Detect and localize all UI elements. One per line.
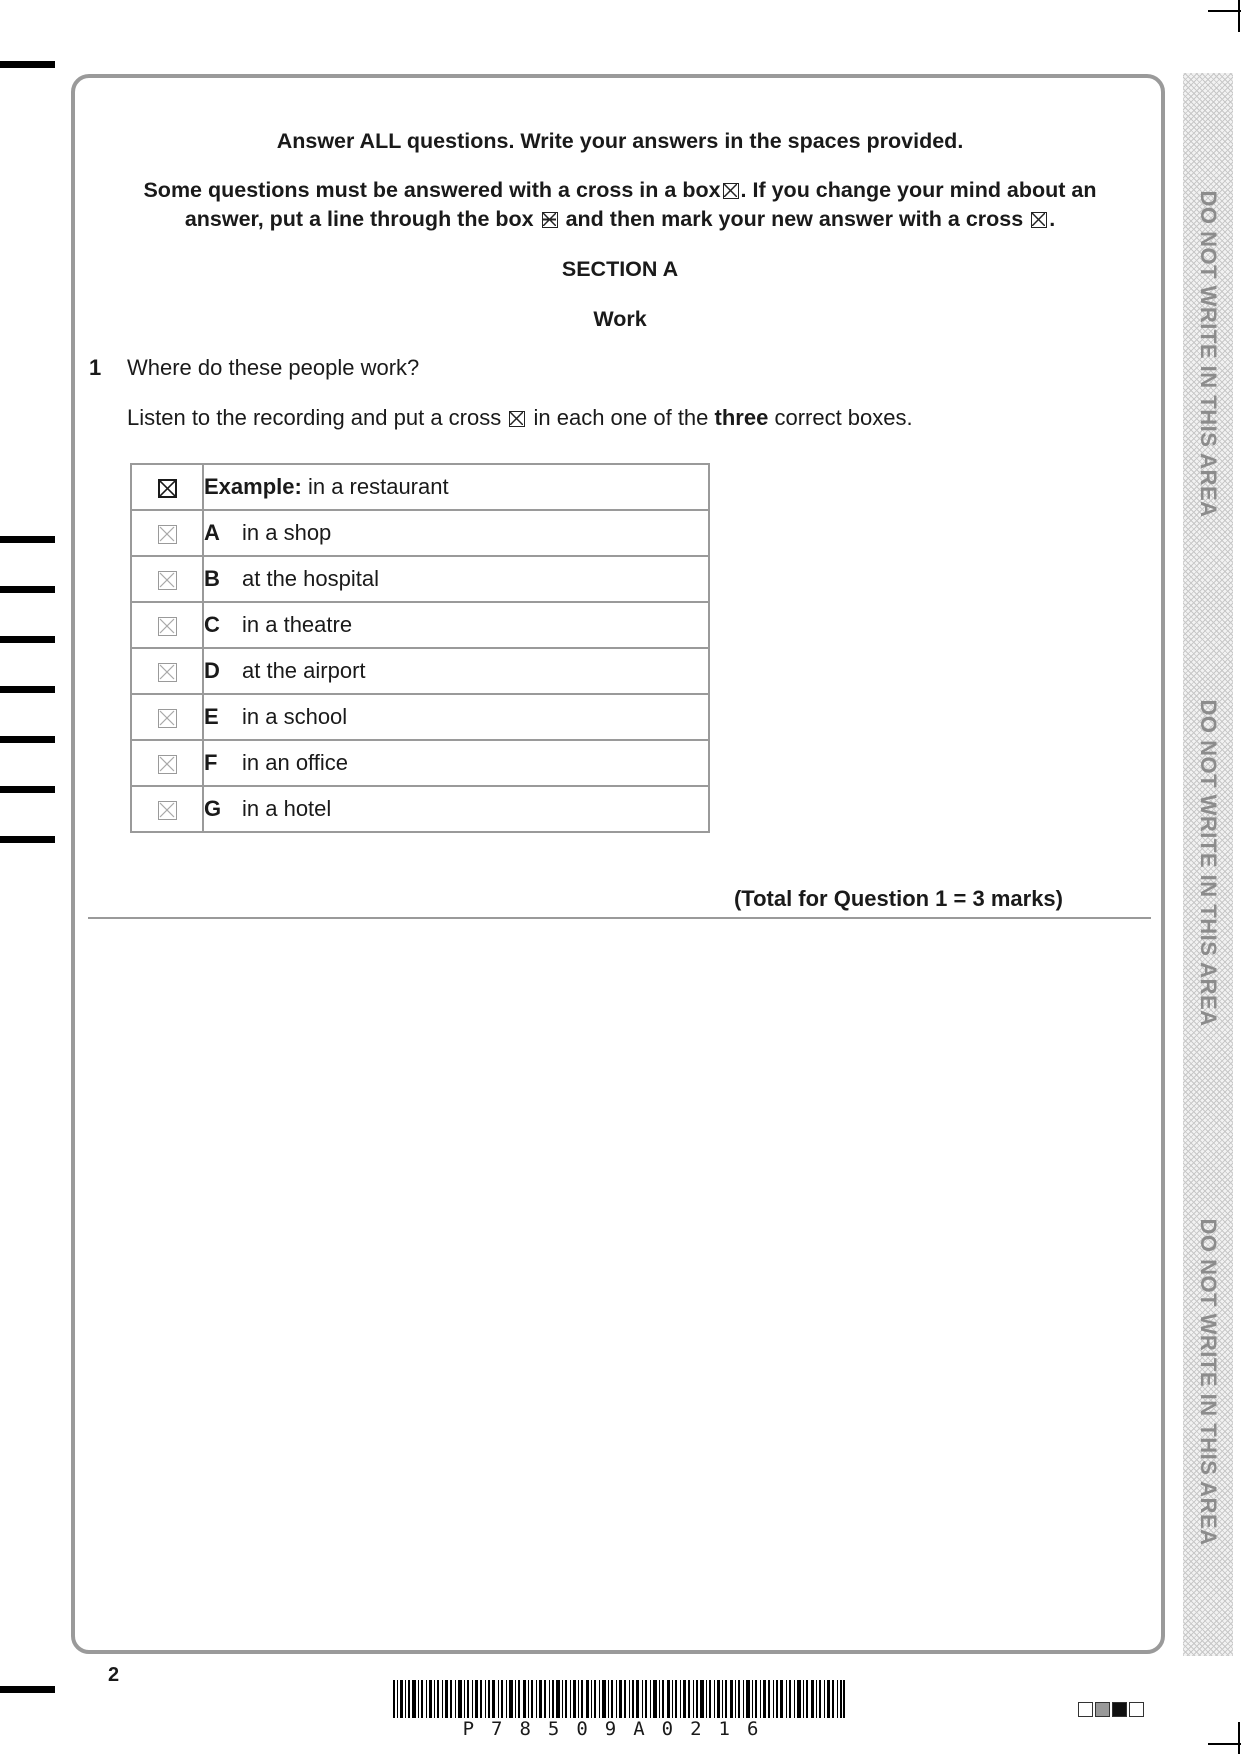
option-text: at the hospital — [242, 566, 379, 591]
option-letter: D — [204, 658, 220, 683]
crop-mark — [1238, 0, 1240, 32]
question-text: Where do these people work? — [127, 355, 420, 380]
example-checked-box — [158, 479, 177, 498]
instructions-line3: answer, put a line through the box and then mark your new answer with a cross . — [184, 207, 1056, 231]
answer-checkbox[interactable] — [158, 663, 177, 682]
option-row-a — [131, 510, 709, 556]
answer-checkbox[interactable] — [158, 755, 177, 774]
margin-notice: DO NOT WRITE IN THIS AREA — [1196, 699, 1221, 1027]
answer-checkbox[interactable] — [158, 571, 177, 590]
answer-checkbox[interactable] — [158, 617, 177, 636]
page-number: 2 — [108, 1664, 120, 1686]
cross-box-icon — [509, 411, 525, 427]
option-letter: B — [204, 566, 220, 591]
example-text: in a restaurant — [307, 474, 449, 499]
margin-notice: DO NOT WRITE IN THIS AREA — [1196, 190, 1221, 518]
section-title: SECTION A — [561, 257, 679, 281]
timing-mark — [0, 586, 55, 593]
option-text: in a hotel — [242, 796, 332, 821]
option-text: in a shop — [242, 520, 332, 545]
cross-box-icon — [1031, 212, 1047, 228]
timing-mark — [0, 61, 55, 68]
section-subtitle: Work — [593, 307, 647, 331]
question-total-marks: (Total for Question 1 = 3 marks) — [733, 886, 1063, 911]
page-indicator-squares — [1078, 1702, 1144, 1717]
timing-mark — [0, 536, 55, 543]
option-text: in an office — [242, 750, 349, 775]
crop-mark — [1238, 1722, 1240, 1754]
indicator-square — [1129, 1702, 1144, 1717]
option-row-d — [131, 648, 709, 694]
indicator-square — [1095, 1702, 1110, 1717]
divider — [88, 917, 1151, 919]
instructions-line2: Some questions must be answered with a cross in a box . If you change your mind about an — [143, 178, 1097, 202]
struck-cross-box-icon — [542, 212, 558, 228]
option-row-c — [131, 602, 709, 648]
margin-notice: DO NOT WRITE IN THIS AREA — [1196, 1218, 1221, 1546]
option-letter: G — [204, 796, 222, 821]
answer-checkbox[interactable] — [158, 709, 177, 728]
answer-checkbox[interactable] — [158, 525, 177, 544]
crop-mark — [1208, 1743, 1241, 1745]
timing-mark — [0, 636, 55, 643]
timing-mark — [0, 736, 55, 743]
indicator-square — [1112, 1702, 1127, 1717]
example-row — [131, 464, 709, 510]
option-text: at the airport — [242, 658, 366, 683]
option-text: in a theatre — [242, 612, 353, 637]
barcode-number: P78509A0216 — [462, 1718, 776, 1740]
option-row-f — [131, 740, 709, 786]
answer-checkbox[interactable] — [158, 801, 177, 820]
example-label: Example: — [204, 474, 302, 499]
timing-mark — [0, 1686, 55, 1693]
timing-mark — [0, 686, 55, 693]
question-number: 1 — [89, 355, 102, 380]
barcode-icon — [393, 1680, 845, 1718]
option-text: in a school — [242, 704, 348, 729]
timing-mark — [0, 786, 55, 793]
indicator-square — [1078, 1702, 1093, 1717]
option-row-g — [131, 786, 709, 832]
instructions-line1: Answer ALL questions. Write your answers in the spaces provided. — [276, 129, 964, 153]
option-letter: E — [204, 704, 219, 729]
crop-mark — [1208, 10, 1241, 12]
option-row-e — [131, 694, 709, 740]
cross-box-icon — [723, 183, 739, 199]
question-instruction: Listen to the recording and put a cross in each one of the three correct boxes. — [127, 405, 913, 430]
option-letter: C — [204, 612, 220, 637]
option-letter: A — [204, 520, 220, 545]
option-letter: F — [204, 750, 218, 775]
option-row-b — [131, 556, 709, 602]
timing-mark — [0, 836, 55, 843]
options-table — [130, 463, 710, 833]
